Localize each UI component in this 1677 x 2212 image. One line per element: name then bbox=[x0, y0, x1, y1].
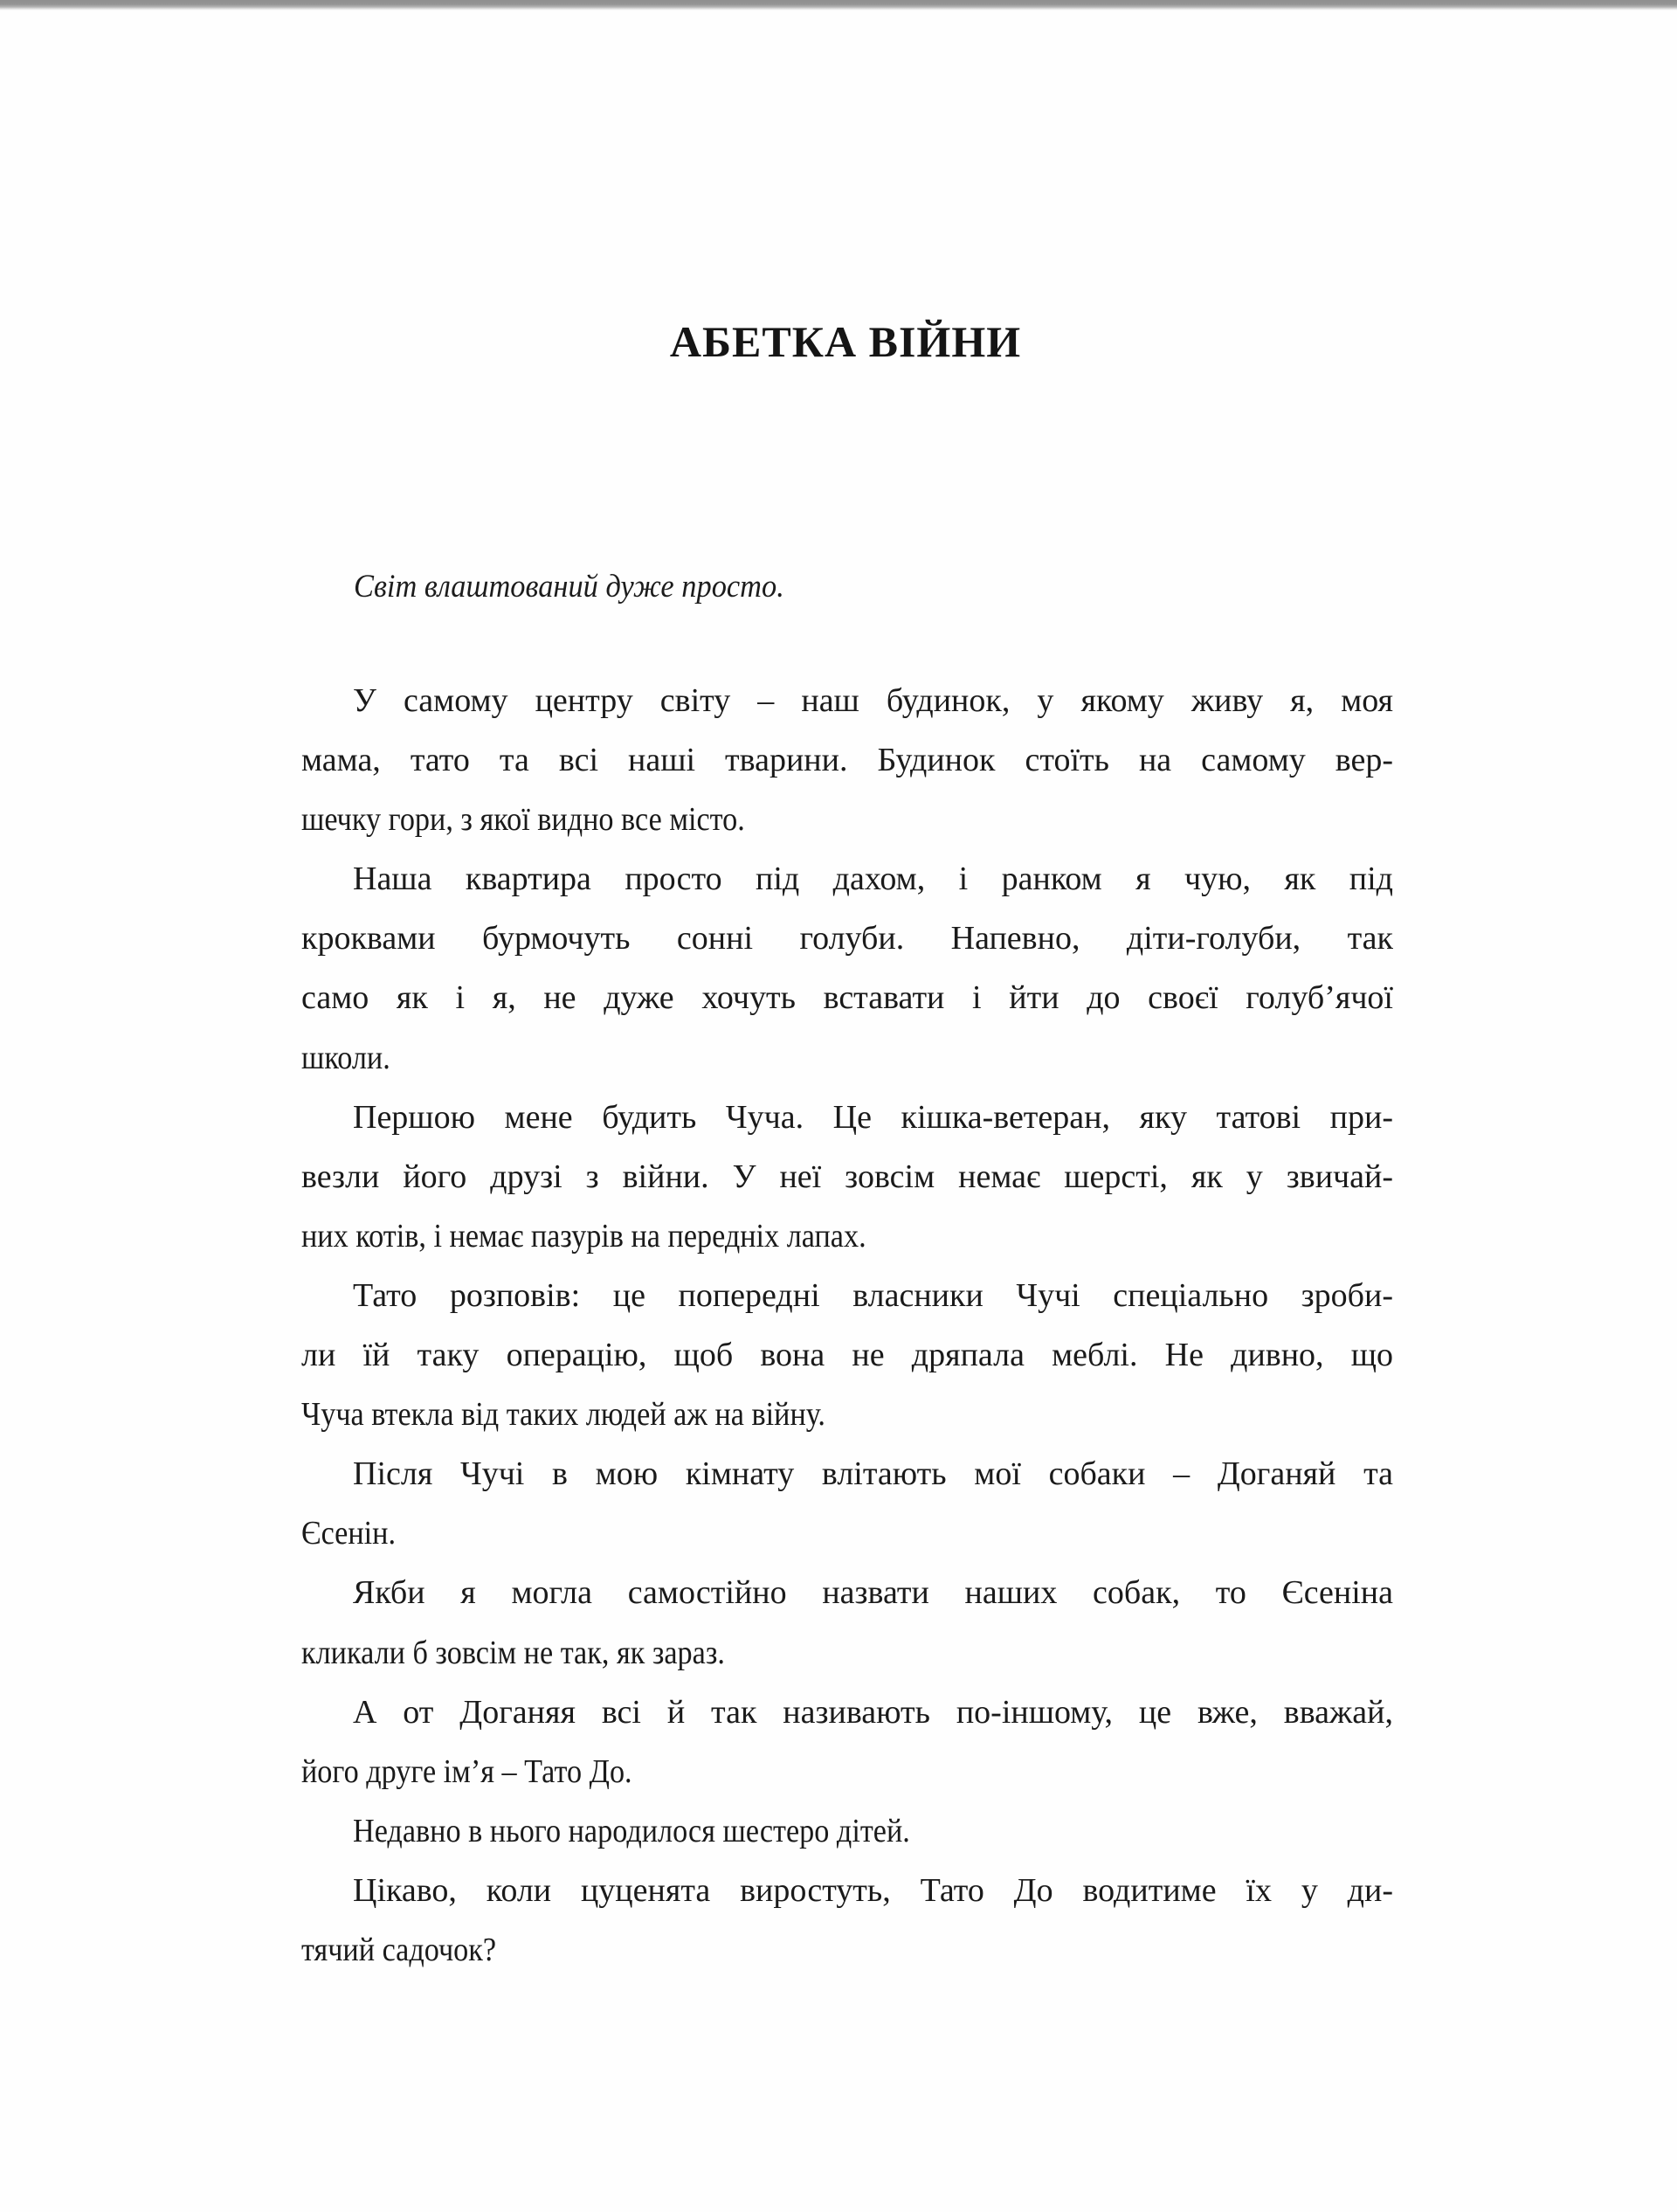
text-line: Цікаво, коли цуценята виростуть, Тато До водитиме їх у ди- bbox=[353, 1871, 1393, 1909]
text-line: Після Чучі в мою кімнату влітають мої собаки – Доганяй та bbox=[353, 1455, 1393, 1493]
text-line: них котів, і немає пазурів на передніх лапах. bbox=[301, 1217, 866, 1255]
text-line: школи. bbox=[301, 1039, 390, 1076]
text-line: тячий садочок? bbox=[301, 1931, 497, 1968]
text-line: везли його друзі з війни. У неї зовсім немає шерсті, як у звичай- bbox=[301, 1158, 1393, 1195]
text-line: Першою мене будить Чуча. Це кішка-ветеран, яку татові при- bbox=[353, 1098, 1393, 1136]
epigraph: Світ влаштований дуже просто. bbox=[354, 569, 784, 605]
text-line: Якби я могла самостійно назвати наших собак, то Єсеніна bbox=[353, 1574, 1393, 1612]
text-line: Недавно в нього народилося шестеро дітей. bbox=[353, 1812, 910, 1849]
text-line: його друге ім’я – Тато До. bbox=[301, 1752, 632, 1790]
text-line: Тато розповів: це попередні власники Чучі спеціально зроби- bbox=[353, 1276, 1393, 1314]
text-line: мама, тато та всі наші тварини. Будинок стоїть на самому вер- bbox=[301, 742, 1393, 779]
text-line: Наша квартира просто під дахом, і ранком я чую, як під bbox=[353, 861, 1393, 898]
text-line: А от Доганяя всі й так називають по-іншому, це вже, вважай, bbox=[353, 1693, 1393, 1731]
body-text bbox=[301, 674, 1393, 1983]
text-line: само як і я, не дуже хочуть вставати і йти до своєї голуб’ячої bbox=[301, 979, 1393, 1017]
text-line: кроквами бурмочуть сонні голуби. Напевно, діти-голуби, так bbox=[301, 920, 1393, 957]
chapter-title: АБЕТКА ВІЙНИ bbox=[669, 317, 1022, 366]
text-line: У самому центру світу – наш будинок, у якому живу я, моя bbox=[353, 682, 1393, 719]
text-line: Єсенін. bbox=[301, 1515, 397, 1552]
text-line: ли їй таку операцію, щоб вона не дряпала меблі. Не дивно, що bbox=[301, 1337, 1393, 1374]
text-line: кликали б зовсім не так, як зараз. bbox=[301, 1634, 725, 1671]
text-line: шечку гори, з якої видно все місто. bbox=[301, 801, 745, 839]
text-line: Чуча втекла від таких людей аж на війну. bbox=[301, 1396, 825, 1434]
